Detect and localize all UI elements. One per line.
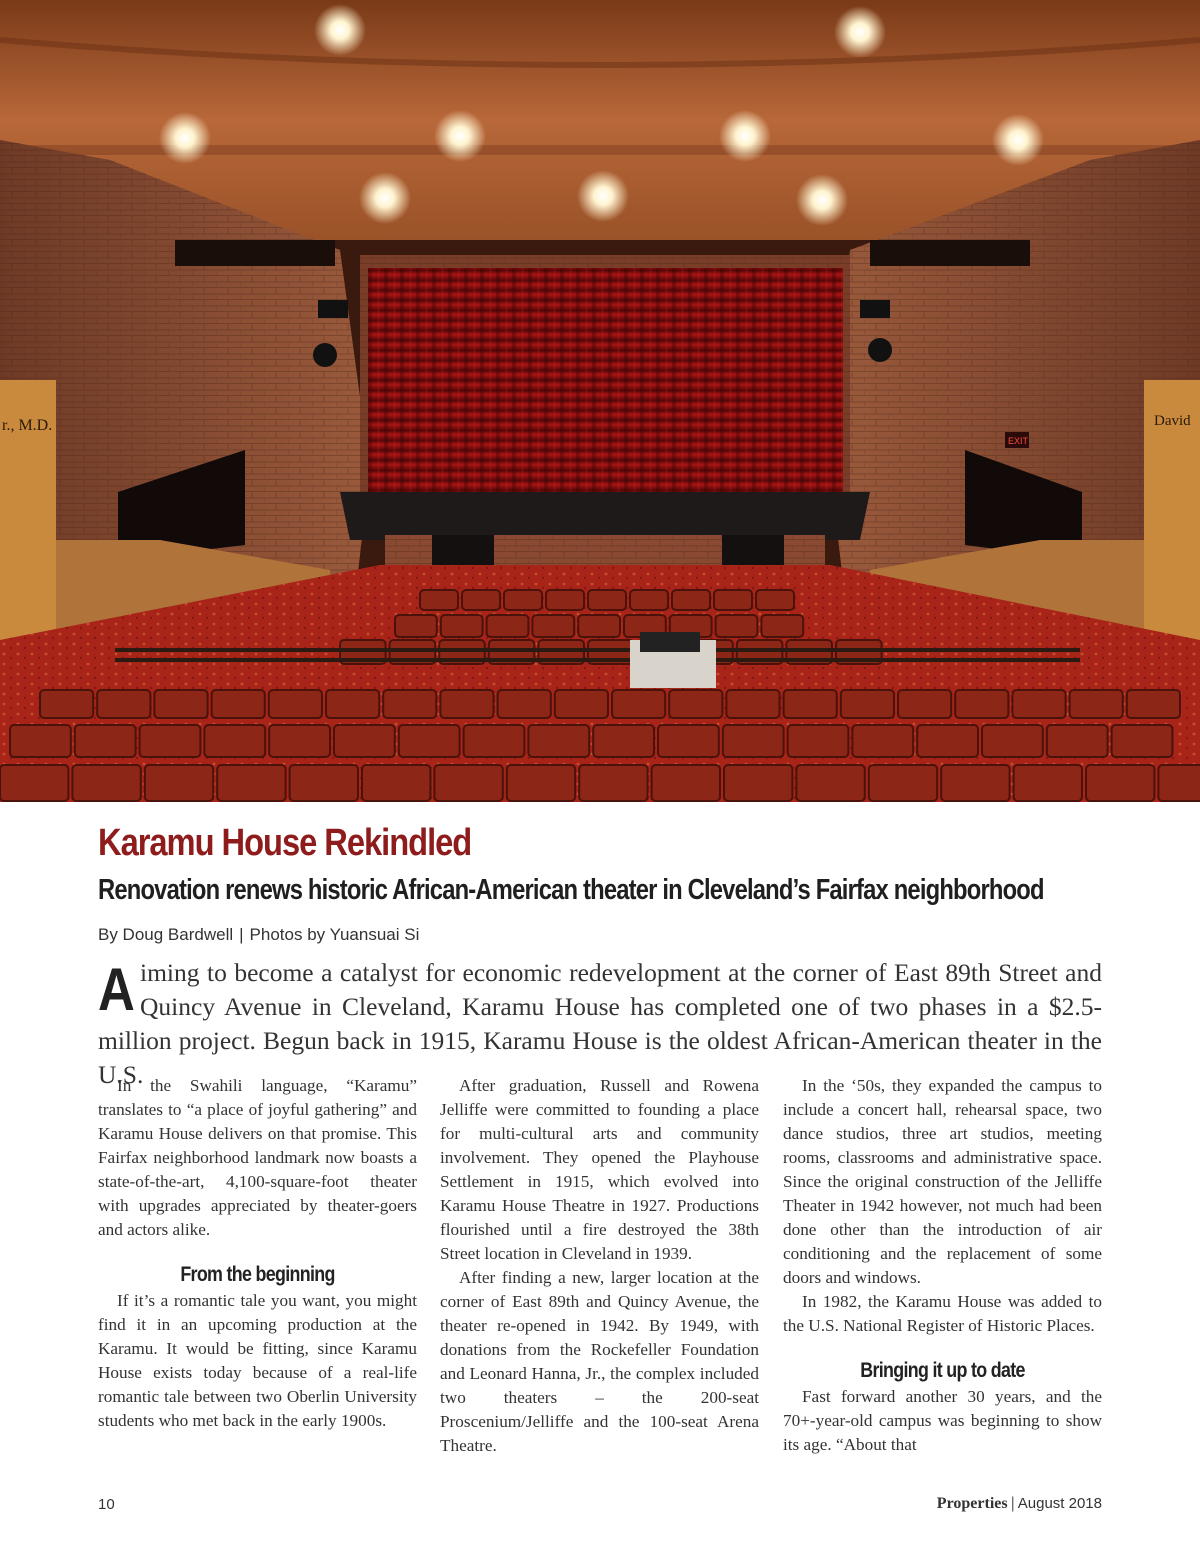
col2-paragraph-1: After graduation, Russell and Rowena Jelliffe were committed to founding a place for multi-cultural arts and community involvement. They opened the Playhouse Settlement in 1915, which evolved into Karamu House Theatre in 1927. Productions flourished until a fire destroyed the 38th Street location in Cleveland in 1939. <box>440 1076 759 1263</box>
theater-seat <box>1070 690 1123 718</box>
drop-cap: A <box>98 956 135 1023</box>
theater-seat <box>97 690 150 718</box>
theater-seat <box>630 590 668 610</box>
ceiling-light <box>719 110 771 162</box>
theater-seat <box>290 765 358 801</box>
theater-seat <box>440 690 493 718</box>
magazine-name: Properties <box>936 1495 1008 1512</box>
col3-paragraph-2: In 1982, the Karamu House was added to the U.S. National Register of Historic Places. <box>783 1292 1102 1335</box>
theater-seat <box>395 615 437 637</box>
banner-right-text: David <box>1154 413 1191 429</box>
theater-seat <box>726 690 779 718</box>
ceiling-light <box>314 4 366 56</box>
theater-seat <box>204 725 265 757</box>
theater-seat <box>784 690 837 718</box>
col3-paragraph-1: In the ‘50s, they expanded the campus to include a concert hall, rehearsal space, two dance studios, three art studios, meeting rooms, classrooms and administrative space. Since the original construction of the Jelliffe Theater in 1942 however, not much had been done other than the introduction of air conditioning and the replacement of some doors and windows. <box>783 1076 1102 1287</box>
ceiling-light <box>577 170 629 222</box>
theater-seat <box>852 725 913 757</box>
theater-seat <box>40 690 93 718</box>
theater-seat <box>578 615 620 637</box>
theater-seat <box>269 725 330 757</box>
theater-seat <box>326 690 379 718</box>
theater-seat <box>982 725 1043 757</box>
theater-seat <box>434 765 502 801</box>
theater-seat <box>1112 725 1173 757</box>
theater-seat <box>716 615 758 637</box>
theater-seat <box>756 590 794 610</box>
section-heading-beginning: From the beginning <box>180 1263 335 1286</box>
theater-seat <box>269 690 322 718</box>
ceiling-light <box>359 172 411 224</box>
theater-seat <box>955 690 1008 718</box>
theater-seat <box>462 590 500 610</box>
theater-seat <box>652 765 720 801</box>
theater-seat <box>72 765 140 801</box>
theater-seat <box>464 725 525 757</box>
theater-seat <box>362 765 430 801</box>
footer-separator: | <box>1010 1495 1015 1512</box>
theater-seat <box>869 765 937 801</box>
vent-grille-right <box>870 240 1030 266</box>
theater-seat <box>796 765 864 801</box>
page-number: 10 <box>98 1496 115 1513</box>
byline <box>98 925 419 945</box>
article-title: Karamu House Rekindled <box>98 822 472 864</box>
theater-seat <box>145 765 213 801</box>
byline-photos: Photos by Yuansuai Si <box>249 925 420 944</box>
col2-paragraph-2: After finding a new, larger location at the corner of East 89th and Quincy Avenue, the theater re-opened in 1942. By 1949, with donations from the Rockefeller Foundation and Leonard Hanna, Jr., the complex included two theaters – the 200-seat Proscenium/Jelliffe and the 100-seat Arena Theatre. <box>440 1268 759 1455</box>
theater-seat <box>841 690 894 718</box>
column-2 <box>440 1074 759 1458</box>
theater-seat <box>441 615 483 637</box>
theater-seat <box>10 725 71 757</box>
theater-seat <box>75 725 136 757</box>
theater-seat <box>788 725 849 757</box>
theater-seat <box>714 590 752 610</box>
theater-seat <box>724 765 792 801</box>
theater-seat <box>154 690 207 718</box>
theater-seat <box>658 725 719 757</box>
section-heading-up-to-date: Bringing it up to date <box>860 1359 1025 1382</box>
stage <box>340 492 870 540</box>
ceiling-light <box>434 110 486 162</box>
banner-left-text: r., M.D. <box>2 417 53 434</box>
theater-seat <box>1158 765 1200 801</box>
theater-seat <box>579 765 647 801</box>
col1-paragraph-2: If it’s a romantic tale you want, you might find it in an upcoming production at the Karamu. It would be fitting, since Karamu House exists today because of a real-life romantic tale between two Oberlin University students who met back in the early 1900s. <box>98 1291 417 1430</box>
theater-seat <box>546 590 584 610</box>
column-1 <box>98 1074 417 1433</box>
theater-seat <box>212 690 265 718</box>
ceiling-light <box>159 112 211 164</box>
theater-seat <box>0 765 68 801</box>
theater-seat <box>612 690 665 718</box>
theater-seat <box>399 725 460 757</box>
article-subtitle: Renovation renews historic African-American theater in Cleveland’s Fairfax neighborhood <box>98 874 1044 906</box>
vent-grille-left <box>175 240 335 266</box>
theater-seat <box>498 690 551 718</box>
theater-seat <box>140 725 201 757</box>
theater-seat <box>588 590 626 610</box>
magazine-footer <box>937 1495 1102 1513</box>
col3-paragraph-3: Fast forward another 30 years, and the 70+-year-old campus was beginning to show its age. “About that <box>783 1387 1102 1454</box>
theater-seat <box>1127 690 1180 718</box>
theater-seat <box>1014 765 1082 801</box>
byline-author: By Doug Bardwell <box>98 925 234 944</box>
issue-date: August 2018 <box>1017 1495 1102 1512</box>
theater-seat <box>504 590 542 610</box>
theater-seat <box>898 690 951 718</box>
theater-seat <box>420 590 458 610</box>
col1-paragraph-1: In the Swahili language, “Karamu” translates to “a place of joyful gathering” and Karamu House delivers on that promise. This Fairfax neighborhood landmark now boasts a state-of-the-art, 4,100-square-foot theater with upgrades appreciated by theater-goers and actors alike. <box>98 1076 417 1239</box>
theater-seat <box>672 590 710 610</box>
theater-seat <box>723 725 784 757</box>
theater-seat <box>593 725 654 757</box>
ceiling-light <box>796 174 848 226</box>
svg-text:EXIT: EXIT <box>1008 436 1029 446</box>
theater-seat <box>217 765 285 801</box>
theater-seat <box>669 690 722 718</box>
theater-seat <box>555 690 608 718</box>
theater-seat <box>1086 765 1154 801</box>
theater-seat <box>1047 725 1108 757</box>
theater-seat <box>487 615 529 637</box>
theater-seat <box>917 725 978 757</box>
theater-seat <box>334 725 395 757</box>
lead-paragraph <box>98 956 1102 1092</box>
lead-text: iming to become a catalyst for economic redevelopment at the corner of East 89th Street and Quincy Avenue in Cleveland, Karamu House has completed one of two phases in a $2.5-million project. Begun back in 1915, Karamu House is the oldest African-American theater in the U.S. <box>98 958 1102 1089</box>
byline-separator: | <box>239 925 244 944</box>
column-3 <box>783 1074 1102 1457</box>
ceiling-light <box>834 6 886 58</box>
theater-seat <box>941 765 1009 801</box>
stage-curtain <box>368 268 843 493</box>
theater-seat <box>528 725 589 757</box>
theater-seat <box>761 615 803 637</box>
ceiling-light <box>992 114 1044 166</box>
theater-seat <box>507 765 575 801</box>
theater-seat <box>383 690 436 718</box>
theater-seat <box>1012 690 1065 718</box>
theater-seat <box>532 615 574 637</box>
